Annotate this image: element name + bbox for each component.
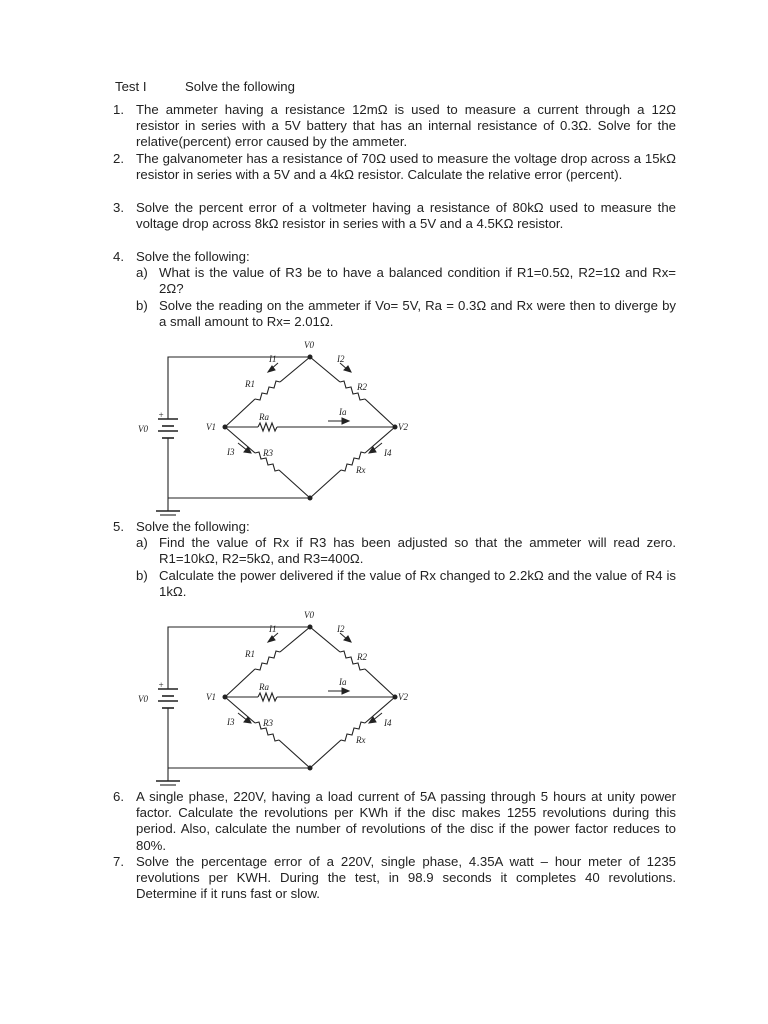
question-2 [113, 151, 676, 183]
question-7 [113, 854, 676, 903]
label-v2: V2 [398, 692, 408, 702]
question-text: The galvanometer has a resistance of 70Ω used to measure the voltage drop across a 15kΩ resistor in series with a 5V and a 4kΩ resistor. Calculate the relative error (percent). [136, 151, 676, 183]
label-i4: I4 [384, 718, 392, 728]
node-bottom [308, 766, 313, 771]
label-i3: I3 [227, 447, 235, 457]
question-part [136, 535, 676, 567]
node-vo [308, 625, 313, 630]
part-label: b) [136, 297, 148, 313]
question-number: 2. [113, 151, 124, 166]
question-text: Solve the percent error of a voltmeter having a resistance of 80kΩ used to measure the voltage drop across 8kΩ resistor in series with a 5V and a 4.5KΩ resistor. [136, 200, 676, 232]
node-v1 [223, 695, 228, 700]
part-text: Find the value of Rx if R3 has been adjusted so that the ammeter will read zero. R1=10kΩ, R2=5kΩ, and R3=400Ω. [159, 535, 676, 567]
label-r1: R1 [245, 649, 255, 659]
part-label: a) [136, 265, 148, 281]
test-instruction: Solve the following [185, 79, 295, 94]
bridge-wiring [156, 627, 395, 785]
label-ia: Ia [339, 407, 347, 417]
part-label: b) [136, 567, 148, 583]
label-vo: V0 [304, 610, 314, 620]
question-4 [113, 249, 676, 330]
wheatstone-bridge-diagram-2 [130, 605, 430, 785]
node-v2 [393, 425, 398, 430]
part-label: a) [136, 535, 148, 551]
question-text: Solve the following: [136, 249, 250, 264]
part-text: Calculate the power delivered if the value of Rx changed to 2.2kΩ and the value of R4 is 1kΩ. [159, 567, 676, 599]
test-header [115, 79, 295, 95]
current-arrows [238, 633, 382, 723]
question-text: Solve the percentage error of a 220V, single phase, 4.35A watt – hour meter of 1235 revolutions per KWH. During the test, in 98.9 seconds it completes 40 revolutions. Determine if it runs fast or slow. [136, 854, 676, 902]
label-vo-source: V0 [138, 424, 148, 434]
label-i1: I1 [269, 354, 277, 364]
question-number: 6. [113, 789, 124, 804]
node-v1 [223, 425, 228, 430]
question-text: Solve the following: [136, 519, 250, 534]
label-r3: R3 [263, 448, 273, 458]
label-ra: Ra [259, 412, 269, 422]
question-part [136, 265, 676, 297]
label-v1: V1 [206, 422, 216, 432]
label-r1: R1 [245, 379, 255, 389]
label-r3: R3 [263, 718, 273, 728]
label-i3: I3 [227, 717, 235, 727]
label-r2: R2 [357, 652, 367, 662]
question-text: The ammeter having a resistance 12mΩ is used to measure a current through a 12Ω resistor in series with a 5V battery that has an internal resistance of 0.3Ω. Solve for the relative(percent) error caused by the ammeter. [136, 102, 676, 150]
question-number: 7. [113, 854, 124, 869]
label-plus: + [158, 410, 165, 420]
question-number: 4. [113, 249, 124, 264]
question-number: 5. [113, 519, 124, 534]
label-ia: Ia [339, 677, 347, 687]
label-r2: R2 [357, 382, 367, 392]
wheatstone-bridge-diagram-1 [130, 335, 430, 515]
label-i1: I1 [269, 624, 277, 634]
question-number: 3. [113, 200, 124, 215]
node-vo [308, 355, 313, 360]
label-v2: V2 [398, 422, 408, 432]
node-v2 [393, 695, 398, 700]
question-number: 1. [113, 102, 124, 117]
label-i4: I4 [384, 448, 392, 458]
current-arrows [238, 363, 382, 453]
question-5 [113, 519, 676, 600]
label-v1: V1 [206, 692, 216, 702]
question-part [136, 298, 676, 330]
label-i2: I2 [337, 354, 345, 364]
question-1 [113, 102, 676, 151]
label-vo: V0 [304, 340, 314, 350]
part-text: Solve the reading on the ammeter if Vo= 5V, Ra = 0.3Ω and Rx were then to diverge by a small amount to Rx= 2.01Ω. [159, 297, 676, 329]
label-ra: Ra [259, 682, 269, 692]
part-text: What is the value of R3 be to have a balanced condition if R1=0.5Ω, R2=1Ω and Rx= 2Ω? [159, 265, 676, 297]
question-3 [113, 200, 676, 232]
label-plus: + [158, 680, 165, 690]
bridge-wiring [156, 357, 395, 515]
label-vo-source: V0 [138, 694, 148, 704]
question-6 [113, 789, 676, 854]
label-rx: Rx [356, 735, 366, 745]
test-label: Test I [115, 79, 147, 94]
node-bottom [308, 496, 313, 501]
question-text: A single phase, 220V, having a load current of 5A passing through 5 hours at unity power factor. Calculate the revolutions per KWh if the disc makes 1255 revolutions during this period. Also, calculate the number of revolutions of the disc if the power factor reduces to 80%. [136, 789, 676, 853]
label-i2: I2 [337, 624, 345, 634]
question-part [136, 568, 676, 600]
label-rx: Rx [356, 465, 366, 475]
